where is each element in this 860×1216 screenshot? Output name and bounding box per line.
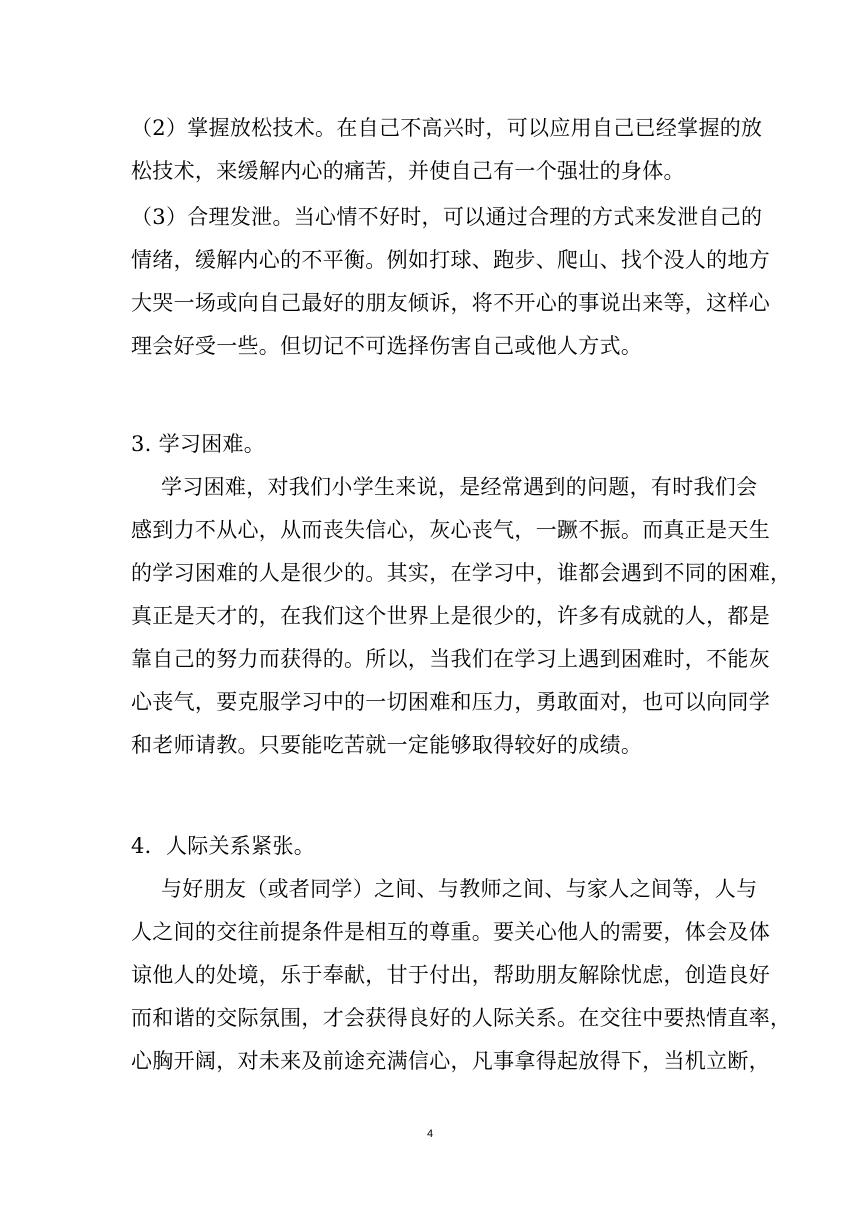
section-4-heading: 4．人际关系紧张。 xyxy=(131,834,316,858)
section-3-line-7: 和老师请教。只要能吃苦就一定能够取得较好的成绩。 xyxy=(131,733,643,757)
section-3-heading: 3. 学习困难。 xyxy=(131,432,266,456)
paragraph-3-line-3: 大哭一场或向自己最好的朋友倾诉，将不开心的事说出来等，这样心 xyxy=(131,291,770,315)
paragraph-2-line-1: （2）掌握放松技术。在自己不高兴时，可以应用自己已经掌握的放 xyxy=(131,116,763,140)
section-4-line-1: 与好朋友（或者同学）之间、与教师之间、与家人之间等，人与 xyxy=(161,877,758,901)
section-4-line-3: 谅他人的处境，乐于奉献，甘于付出，帮助朋友解除忧虑，创造良好 xyxy=(131,963,770,987)
section-3-line-2: 感到力不从心，从而丧失信心，灰心丧气，一蹶不振。而真正是天生 xyxy=(131,518,770,542)
section-3-line-6: 心丧气，要克服学习中的一切困难和压力，勇敢面对，也可以向同学 xyxy=(131,690,770,714)
paragraph-3-line-4: 理会好受一些。但切记不可选择伤害自己或他人方式。 xyxy=(131,334,643,358)
paragraph-2-line-2: 松技术，来缓解内心的痛苦，并使自己有一个强壮的身体。 xyxy=(131,159,685,183)
section-4-line-5: 心胸开阔，对未来及前途充满信心，凡事拿得起放得下，当机立断， xyxy=(131,1049,770,1073)
section-3-line-5: 靠自己的努力而获得的。所以，当我们在学习上遇到困难时，不能灰 xyxy=(131,647,770,671)
section-3-line-1: 学习困难，对我们小学生来说，是经常遇到的问题，有时我们会 xyxy=(161,475,758,499)
paragraph-3-line-1: （3）合理发泄。当心情不好时，可以通过合理的方式来发泄自己的 xyxy=(131,205,763,229)
section-3-line-3: 的学习困难的人是很少的。其实，在学习中，谁都会遇到不同的困难， xyxy=(131,561,792,585)
section-4-line-4: 而和谐的交际氛围，才会获得良好的人际关系。在交往中要热情直率， xyxy=(131,1006,792,1030)
section-4-line-2: 人之间的交往前提条件是相互的尊重。要关心他人的需要，体会及体 xyxy=(131,920,770,944)
page-number: 4 xyxy=(426,1128,434,1140)
section-3-line-4: 真正是天才的，在我们这个世界上是很少的，许多有成就的人，都是 xyxy=(131,604,770,628)
paragraph-3-line-2: 情绪，缓解内心的不平衡。例如打球、跑步、爬山、找个没人的地方 xyxy=(131,248,770,272)
